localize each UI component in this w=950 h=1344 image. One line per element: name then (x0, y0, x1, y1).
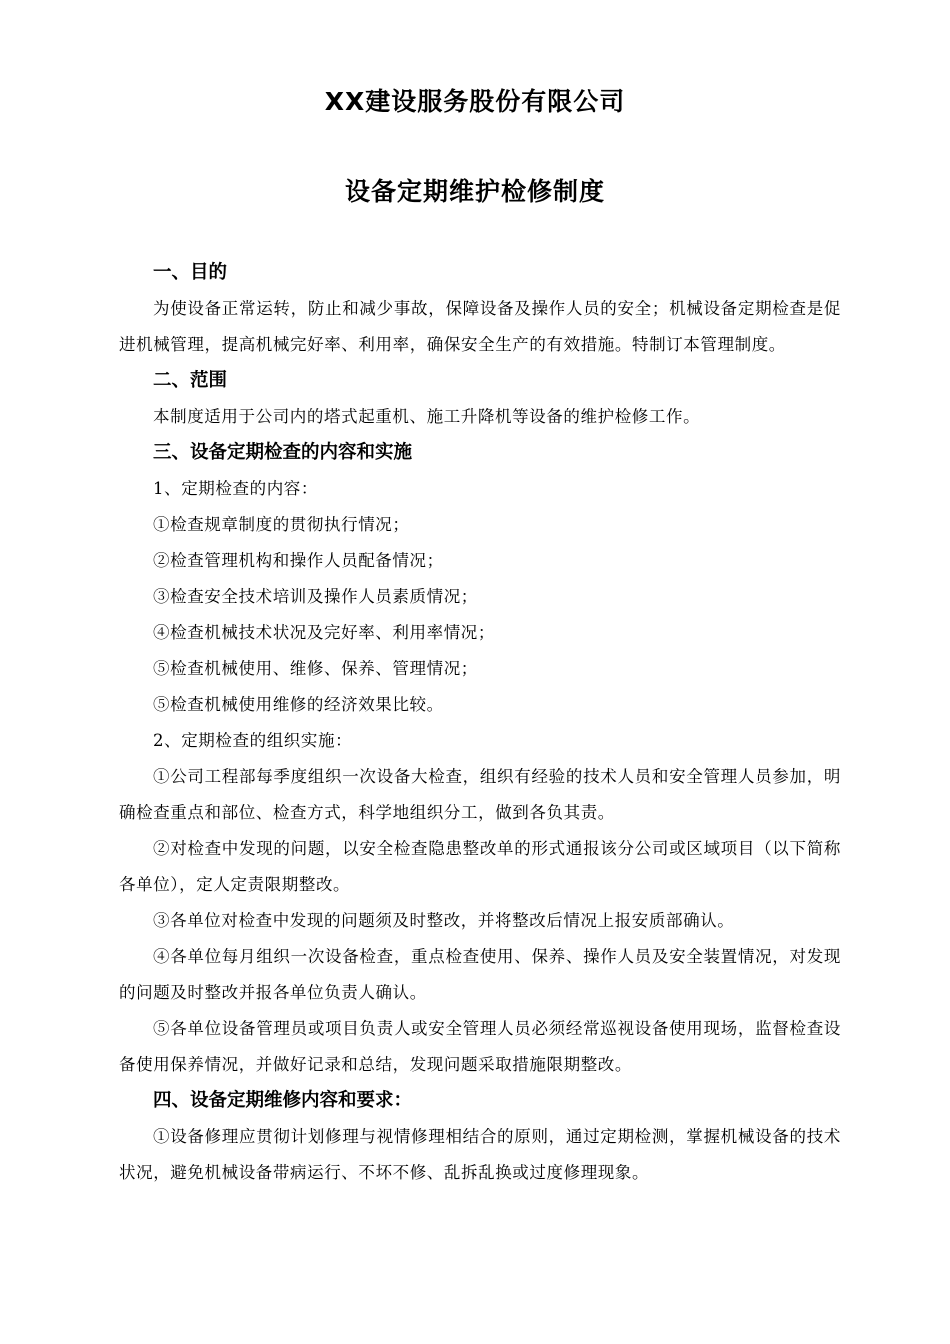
inspection-implementation-item: ④各单位每月组织一次设备检查，重点检查使用、保养、操作人员及安全装置情况，对发现的问题及时整改并报各单位负责人确认。 (119, 947, 841, 1002)
section-heading-maintenance: 四、设备定期维修内容和要求： (153, 1090, 413, 1111)
inspection-implementation-title: 2、定期检查的组织实施： (153, 731, 353, 750)
maintenance-item: ①设备修理应贯彻计划修理与视情修理相结合的原则，通过定期检测，掌握机械设备的技术状况，避免机械设备带病运行、不坏不修、乱拆乱换或过度修理现象。 (119, 1127, 841, 1182)
inspection-content-item: ②检查管理机构和操作人员配备情况； (153, 551, 444, 570)
inspection-content-item: ⑤检查机械使用维修的经济效果比较。 (153, 695, 444, 714)
inspection-content-title: 1、定期检查的内容： (153, 479, 318, 498)
inspection-implementation-item: ②对检查中发现的问题，以安全检查隐患整改单的形式通报该分公司或区域项目（以下简称各单位），定人定责限期整改。 (119, 839, 841, 894)
scope-paragraph: 本制度适用于公司内的塔式起重机、施工升降机等设备的维护检修工作。 (153, 407, 701, 426)
inspection-content-item: ③检查安全技术培训及操作人员素质情况； (153, 587, 478, 606)
document-title: 设备定期维护检修制度 (344, 177, 605, 206)
inspection-content-item: ①检查规章制度的贯彻执行情况； (153, 515, 410, 534)
section-heading-inspection: 三、设备定期检查的内容和实施 (153, 442, 413, 463)
purpose-paragraph: 为使设备正常运转，防止和减少事故，保障设备及操作人员的安全；机械设备定期检查是促进机械管理，提高机械完好率、利用率，确保安全生产的有效措施。特制订本管理制度。 (119, 299, 841, 354)
section-heading-purpose: 一、目的 (153, 262, 228, 283)
company-title: XX建设服务股份有限公司 (324, 87, 626, 116)
inspection-content-item: ⑤检查机械使用、维修、保养、管理情况； (153, 659, 478, 678)
inspection-content-item: ④检查机械技术状况及完好率、利用率情况； (153, 623, 495, 642)
section-heading-scope: 二、范围 (153, 370, 228, 391)
inspection-implementation-item: ⑤各单位设备管理员或项目负责人或安全管理人员必须经常巡视设备使用现场，监督检查设备使用保养情况，并做好记录和总结，发现问题采取措施限期整改。 (119, 1019, 841, 1074)
document-body (119, 255, 841, 1191)
inspection-implementation-item: ①公司工程部每季度组织一次设备大检查，组织有经验的技术人员和安全管理人员参加，明确检查重点和部位、检查方式，科学地组织分工，做到各负其责。 (119, 767, 841, 822)
inspection-implementation-item: ③各单位对检查中发现的问题须及时整改，并将整改后情况上报安质部确认。 (153, 911, 735, 930)
